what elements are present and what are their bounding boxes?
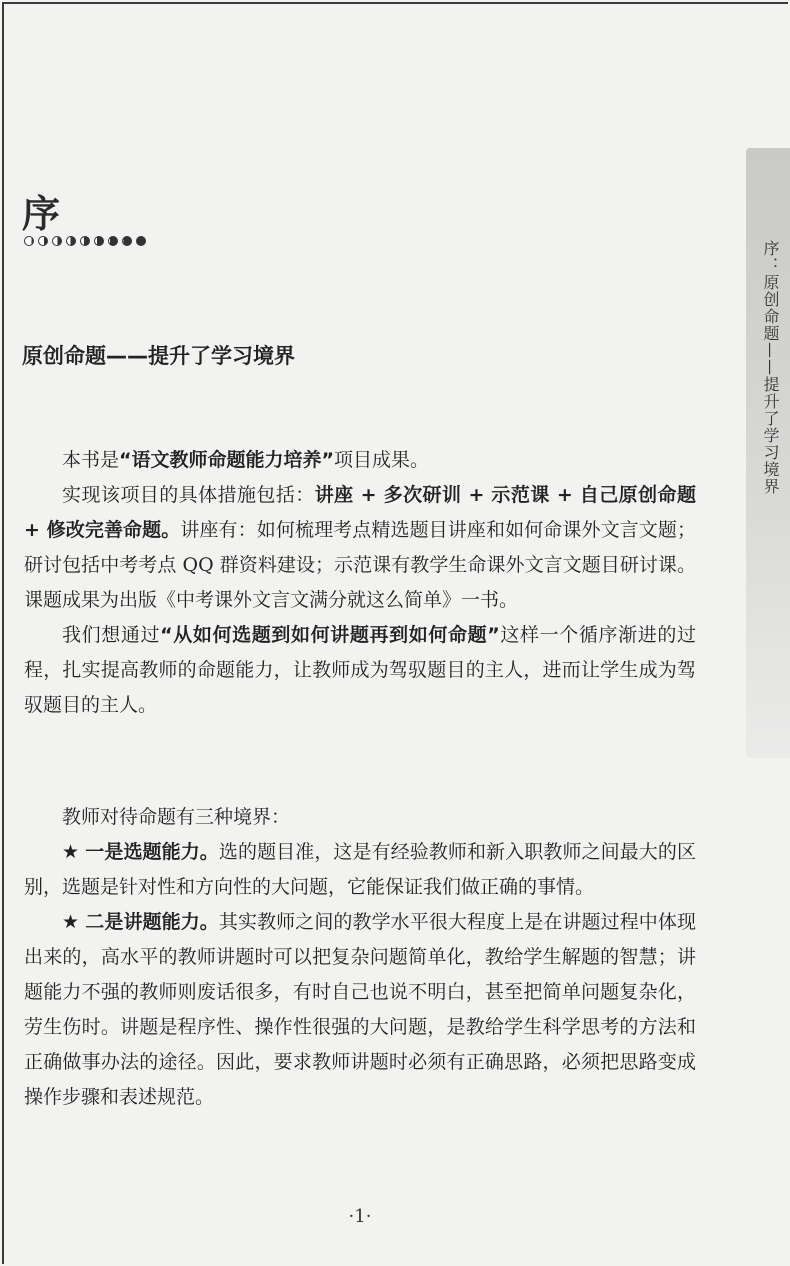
paragraph-1: 本书是“语文教师命题能力培养”项目成果。 <box>62 449 430 471</box>
dot-icon <box>52 236 62 246</box>
decorative-dots <box>24 236 146 246</box>
dot-icon <box>66 236 76 246</box>
star-icon: ★ <box>62 841 80 863</box>
dot-icon <box>94 236 104 246</box>
chapter-side-tab-label: 序：原创命题——提升了学习境界 <box>761 240 780 495</box>
star-icon: ★ <box>62 911 80 933</box>
dot-icon <box>108 236 118 246</box>
dot-icon <box>136 236 146 246</box>
paragraph-3: 我们想通过“从如何选题到如何讲题再到如何命题”这样一个循序渐进的过程，扎实提高教师的命题能力，让教师成为驾驭题目的主人，进而让学生成为驾驭题目的主人。 <box>24 624 696 716</box>
paragraph-2: 实现该项目的具体措施包括：讲座 + 多次研训 + 示范课 + 自己原创命题 + 修改完善命题。讲座有：如何梳理考点精选题目讲座和如何命课外文言文题；研讨包括中考考点 QQ 群资料建设；示范课有教学生命课外文言文题目研讨课。课题成果为出版《中考课外文言文满分就这么简单》一书。 <box>24 484 696 611</box>
dot-icon <box>80 236 90 246</box>
dot-icon <box>24 236 34 246</box>
realm-paragraphs <box>24 800 696 1115</box>
dot-icon <box>38 236 48 246</box>
paragraph-6: ★ 二是讲题能力。其实教师之间的教学水平很大程度上是在讲题过程中体现出来的，高水平的教师讲题时可以把复杂问题简单化，教给学生解题的智慧；讲题能力不强的教师则废话很多，有时自己也说不明白，甚至把简单问题复杂化，劳生伤时。讲题是程序性、操作性很强的大问题，是教给学生科学思考的方法和正确做事办法的途径。因此，要求教师讲题时必须有正确思路，必须把思路变成操作步骤和表述规范。 <box>24 911 696 1108</box>
dot-icon <box>122 236 132 246</box>
section-title: 原创命题——提升了学习境界 <box>22 344 295 368</box>
paragraph-4: 教师对待命题有三种境界： <box>62 806 291 828</box>
intro-paragraphs <box>24 443 696 723</box>
page-number: ·1· <box>348 1206 372 1227</box>
chapter-heading: 序 <box>22 192 61 236</box>
paragraph-5: ★ 一是选题能力。选的题目准，这是有经验教师和新入职教师之间最大的区别，选题是针对性和方向性的大问题，它能保证我们做正确的事情。 <box>24 841 696 898</box>
